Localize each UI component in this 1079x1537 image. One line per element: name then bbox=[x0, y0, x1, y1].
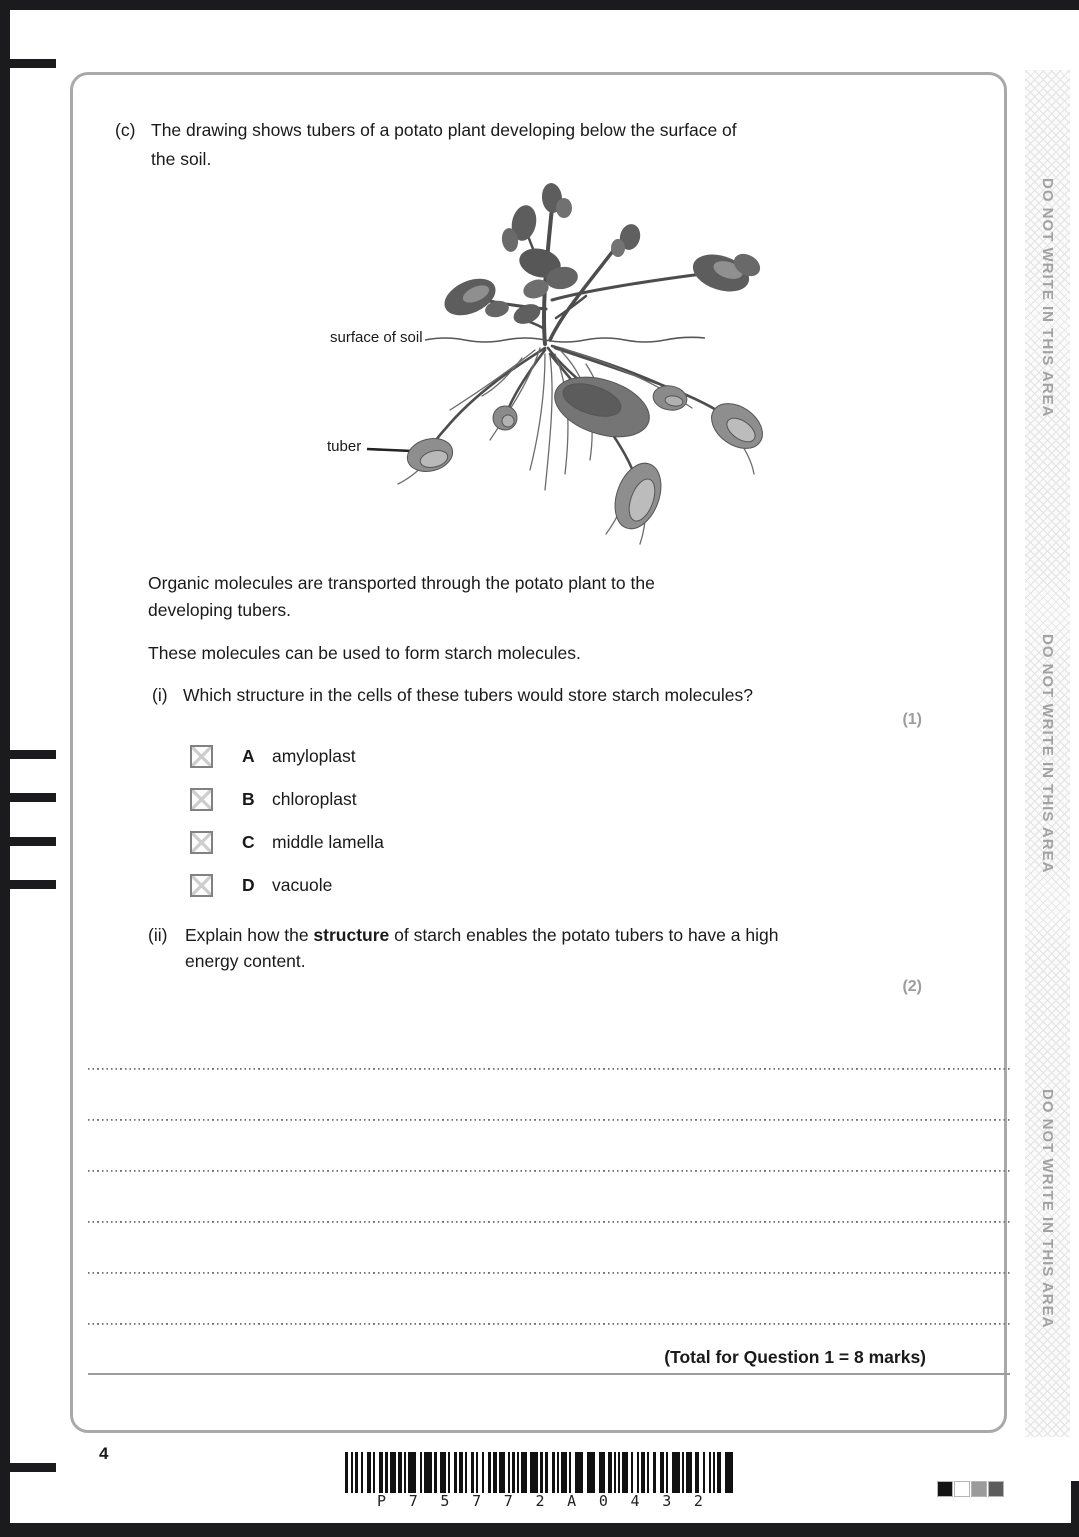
option-row-b bbox=[190, 788, 1004, 810]
page-edge-bar-left bbox=[0, 0, 10, 1537]
answer-line[interactable] bbox=[88, 1172, 1010, 1223]
soil-line bbox=[425, 337, 705, 342]
option-c-checkbox[interactable] bbox=[190, 831, 213, 854]
print-calibration-squares bbox=[937, 1481, 1004, 1497]
answer-line[interactable] bbox=[88, 1274, 1010, 1325]
binding-mark bbox=[1071, 1481, 1079, 1523]
option-b-checkbox[interactable] bbox=[190, 788, 213, 811]
marks-badge-i: (1) bbox=[902, 711, 922, 728]
tuber-label: tuber bbox=[327, 438, 362, 455]
option-c-letter: C bbox=[242, 831, 255, 852]
option-row-c bbox=[190, 831, 1004, 853]
barcode-text: P 7 5 7 7 2 A 0 4 3 2 bbox=[377, 1492, 703, 1510]
paragraph-starch: These molecules can be used to form starch molecules. bbox=[148, 643, 581, 663]
part-i-label: (i) bbox=[152, 685, 168, 705]
part-ii-label: (ii) bbox=[148, 925, 168, 945]
part-c-label: (c) bbox=[115, 120, 136, 140]
soil-surface-label: surface of soil bbox=[330, 329, 423, 346]
option-row-a bbox=[190, 745, 1004, 767]
option-row-d bbox=[190, 874, 1004, 896]
answer-area bbox=[73, 1019, 1004, 1325]
part-i-text: Which structure in the cells of these tubers would store starch molecules? bbox=[183, 685, 753, 705]
part-c-text: The drawing shows tubers of a potato plant developing below the surface of the soil. bbox=[151, 120, 737, 169]
potato-plant-figure bbox=[73, 178, 1004, 554]
option-c-text: middle lamella bbox=[272, 831, 384, 852]
do-not-write-watermark: DO NOT WRITE IN THIS AREA bbox=[1039, 178, 1056, 418]
part-ii-text: Explain how the structure of starch enables the potato tubers to have a high energy content. bbox=[185, 925, 779, 971]
binding-mark bbox=[0, 750, 56, 759]
page-number: 4 bbox=[99, 1444, 109, 1463]
binding-mark bbox=[0, 793, 56, 802]
binding-mark bbox=[0, 59, 56, 68]
answer-line[interactable] bbox=[88, 1019, 1010, 1070]
option-a-text: amyloplast bbox=[272, 745, 356, 766]
answer-line[interactable] bbox=[88, 1121, 1010, 1172]
page-edge-bar-top bbox=[0, 0, 1079, 10]
paragraph-organic-molecules: Organic molecules are transported through the potato plant to the developing tubers. bbox=[148, 573, 655, 620]
potato-plant-illustration bbox=[300, 178, 790, 554]
option-b-letter: B bbox=[242, 788, 255, 809]
total-marks-label: (Total for Question 1 = 8 marks) bbox=[664, 1347, 926, 1367]
option-a-letter: A bbox=[242, 745, 255, 766]
binding-mark bbox=[0, 880, 56, 889]
do-not-write-watermark: DO NOT WRITE IN THIS AREA bbox=[1039, 1089, 1056, 1329]
answer-line[interactable] bbox=[88, 1070, 1010, 1121]
option-d-checkbox[interactable] bbox=[190, 874, 213, 897]
do-not-write-margin-strip bbox=[1025, 70, 1070, 1437]
option-a-checkbox[interactable] bbox=[190, 745, 213, 768]
option-d-letter: D bbox=[242, 874, 255, 895]
option-b-text: chloroplast bbox=[272, 788, 357, 809]
question-panel bbox=[70, 72, 1007, 1433]
do-not-write-watermark: DO NOT WRITE IN THIS AREA bbox=[1039, 633, 1056, 874]
total-rule bbox=[88, 1373, 1010, 1375]
binding-mark bbox=[0, 1463, 56, 1472]
page-edge-bar-bottom bbox=[0, 1523, 1079, 1537]
option-d-text: vacuole bbox=[272, 874, 333, 895]
multiple-choice-options bbox=[190, 745, 1004, 896]
marks-badge-ii: (2) bbox=[902, 978, 922, 995]
answer-line[interactable] bbox=[88, 1223, 1010, 1274]
binding-mark bbox=[0, 837, 56, 846]
barcode bbox=[345, 1452, 735, 1493]
